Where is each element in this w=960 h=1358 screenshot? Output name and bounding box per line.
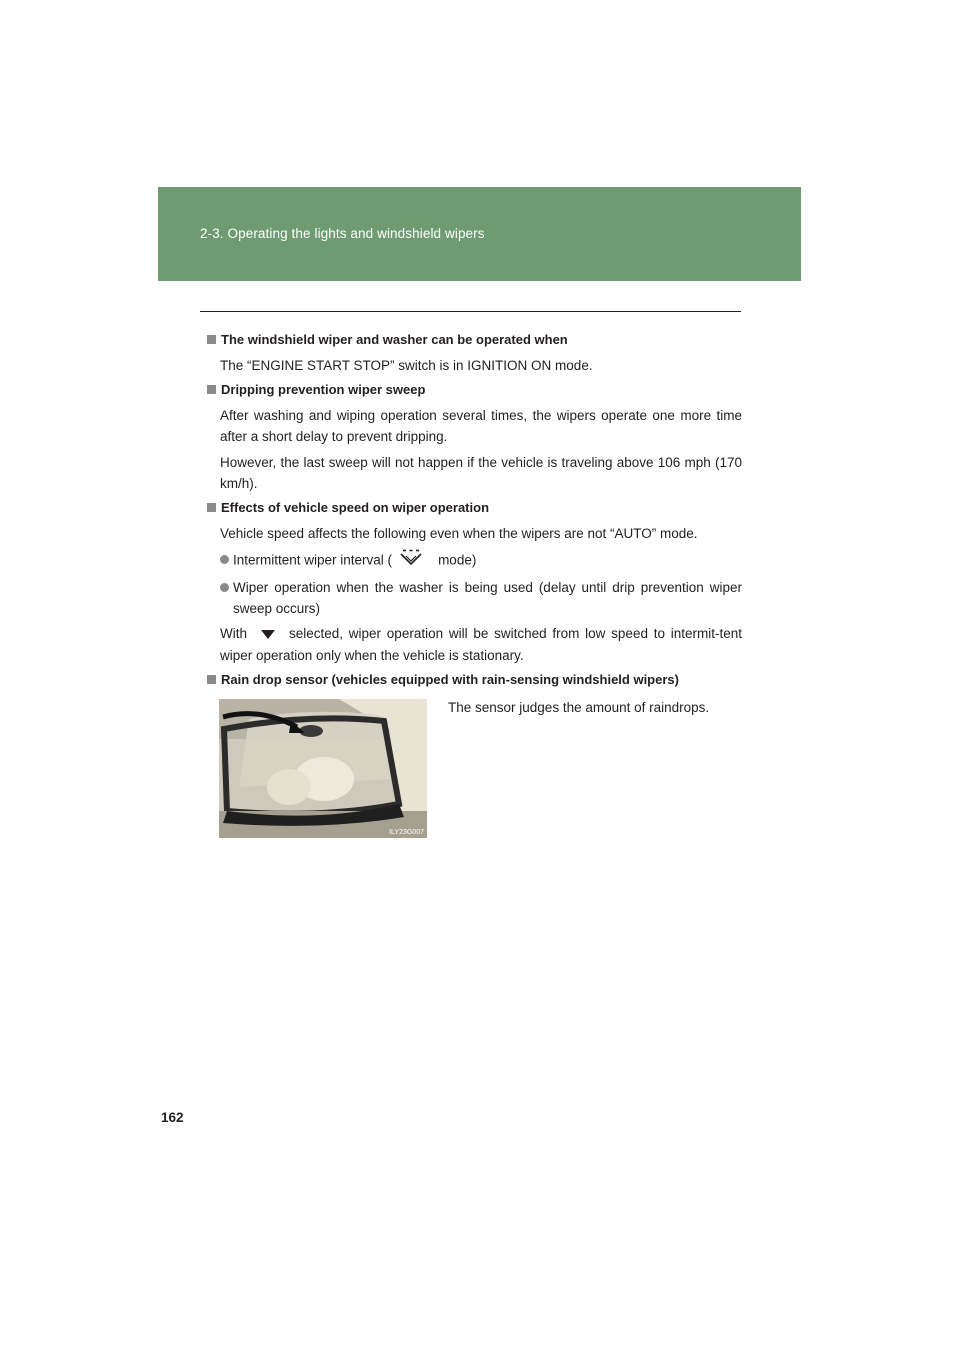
round-bullet-icon xyxy=(220,583,229,592)
section-heading-dripping-prevention: Dripping prevention wiper sweep xyxy=(207,381,742,399)
rain-sensor-illustration xyxy=(219,699,427,838)
square-bullet-icon xyxy=(207,503,216,512)
page-content xyxy=(207,331,742,695)
down-triangle-icon xyxy=(261,624,275,645)
paragraph: The “ENGINE START STOP” switch is in IGNITION ON mode. xyxy=(220,358,593,373)
paragraph: After washing and wiping operation several times, the wipers operate one more time after a short delay to prevent dripping. xyxy=(220,408,742,444)
figure-caption: The sensor judges the amount of raindrops. xyxy=(448,700,710,715)
list-item: Wiper operation when the washer is being used (delay until drip prevention wiper sweep occurs) xyxy=(220,577,742,619)
round-bullet-icon xyxy=(220,555,229,564)
paragraph: However, the last sweep will not happen if the vehicle is traveling above 106 mph (170 km/h). xyxy=(220,455,742,491)
square-bullet-icon xyxy=(207,385,216,394)
chapter-header-band xyxy=(158,187,801,281)
page-number: 162 xyxy=(161,1110,184,1125)
section-title: 2-3. Operating the lights and windshield wipers xyxy=(200,226,485,241)
section-heading-rain-drop-sensor: Rain drop sensor (vehicles equipped with rain-sensing windshield wipers) xyxy=(207,671,742,689)
figure-code: ILY23G007 xyxy=(389,829,424,836)
section-heading-vehicle-speed: Effects of vehicle speed on wiper operation xyxy=(207,499,742,517)
list-item: Intermittent wiper interval ( mode) xyxy=(220,549,742,573)
section-heading-operable-when: The windshield wiper and washer can be operated when xyxy=(207,331,742,349)
square-bullet-icon xyxy=(207,335,216,344)
divider-rule xyxy=(200,311,741,312)
paragraph: With selected, wiper operation will be switched from low speed to intermit-tent wiper operation only when the vehicle is stationary. xyxy=(220,623,742,666)
square-bullet-icon xyxy=(207,675,216,684)
intermittent-wiper-icon xyxy=(398,549,424,573)
paragraph: Vehicle speed affects the following even when the wipers are not “AUTO” mode. xyxy=(220,526,698,541)
